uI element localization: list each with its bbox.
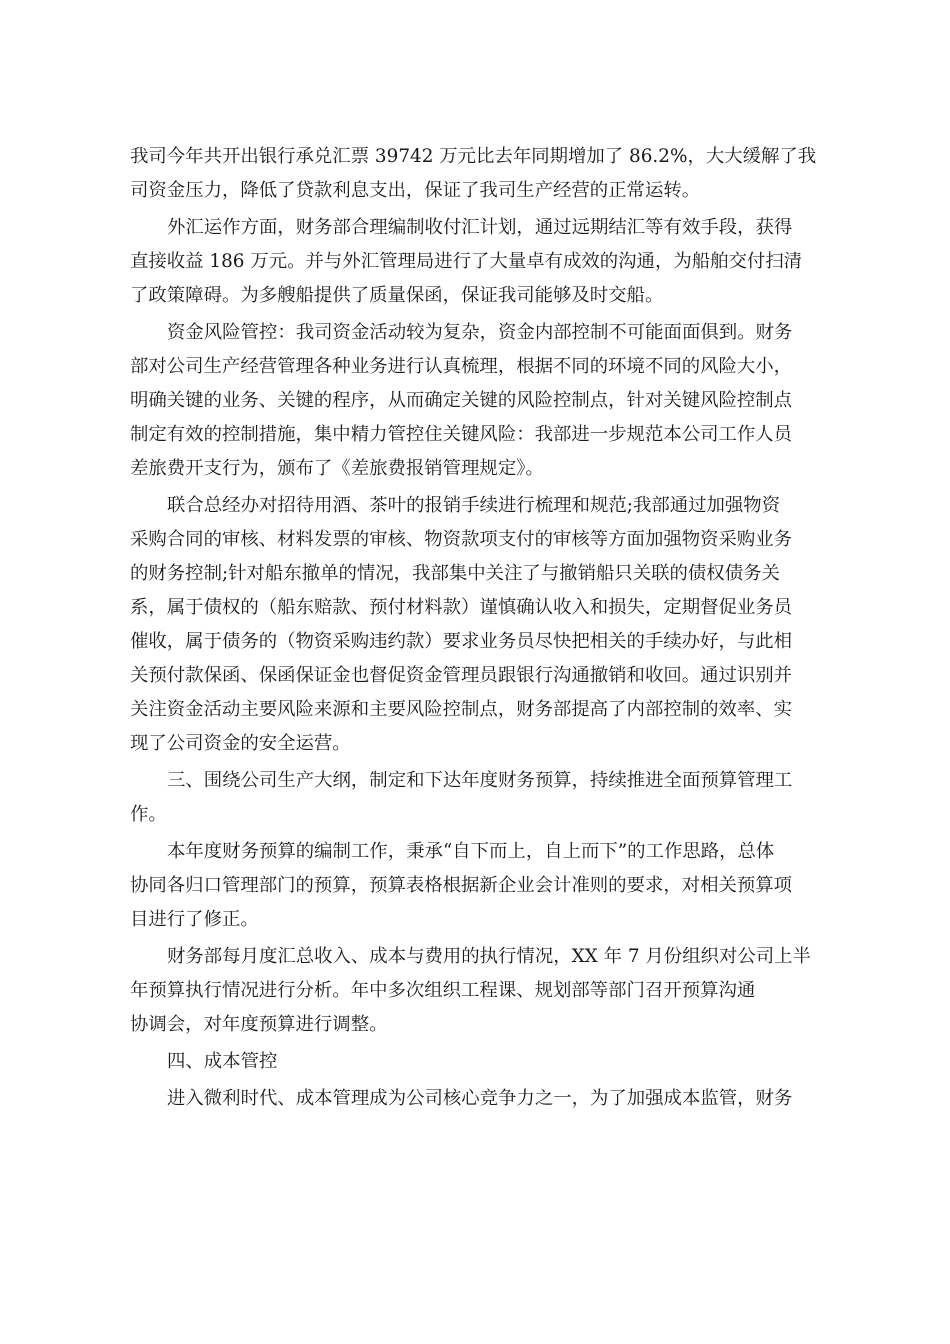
text-line: 三、围绕公司生产大纲，制定和下达年度财务预算，持续推进全面预算管理工	[167, 770, 793, 791]
text-line: 目进行了修正。	[130, 909, 259, 930]
text-line: 外汇运作方面，财务部合理编制收付汇计划，通过远期结汇等有效手段，获得	[167, 217, 793, 238]
paragraph	[130, 835, 826, 937]
section-heading	[130, 1045, 826, 1079]
section-heading	[130, 764, 826, 832]
document-body	[130, 140, 826, 1116]
text-line: 年预算执行情况进行分析。年中多次组织工程课、规划部等部门召开预算沟通	[130, 980, 756, 1001]
paragraph	[130, 211, 826, 313]
text-line: 的财务控制;针对船东撤单的情况，我部集中关注了与撤销船只关联的债权债务关	[130, 563, 780, 584]
text-line: 关注资金活动主要风险来源和主要风险控制点，财务部提高了内部控制的效率、实	[130, 699, 793, 720]
text-line: 资金风险管控：我司资金活动较为复杂，资金内部控制不可能面面俱到。财务	[167, 322, 793, 343]
text-line: 了政策障碍。为多艘船提供了质量保函，保证我司能够及时交船。	[130, 285, 664, 306]
text-line: 我司今年共开出银行承兑汇票 39742 万元比去年同期增加了 86.2%，大大缓解了我	[130, 146, 817, 167]
text-line: 部对公司生产经营管理各种业务进行认真梳理，根据不同的环境不同的风险大小，	[130, 356, 793, 377]
text-line: 进入微利时代、成本管理成为公司核心竞争力之一，为了加强成本监管，财务	[167, 1088, 793, 1109]
text-line: 现了公司资金的安全运营。	[130, 733, 351, 754]
text-line: 制定有效的控制措施，集中精力管控住关键风险：我部进一步规范本公司工作人员	[130, 424, 793, 445]
text-line: 作。	[130, 804, 167, 825]
text-line: 差旅费开支行为，颁布了《差旅费报销管理规定》。	[130, 458, 544, 479]
paragraph	[130, 1082, 826, 1116]
text-line: 司资金压力，降低了贷款利息支出，保证了我司生产经营的正常运转。	[130, 180, 701, 201]
text-line: 联合总经办对招待用酒、茶叶的报销手续进行梳理和规范;我部通过加强物资	[167, 495, 781, 516]
text-line: 协调会，对年度预算进行调整。	[130, 1014, 388, 1035]
text-line: 直接收益 186 万元。并与外汇管理局进行了大量卓有成效的沟通，为船舶交付扫清	[130, 251, 803, 272]
text-line: 协同各归口管理部门的预算，预算表格根据新企业会计准则的要求，对相关预算项	[130, 875, 793, 896]
text-line: 明确关键的业务、关键的程序，从而确定关键的风险控制点，针对关键风险控制点	[130, 390, 793, 411]
paragraph	[130, 316, 826, 486]
paragraph	[130, 940, 826, 1042]
text-line: 关预付款保函、保函保证金也督促资金管理员跟银行沟通撤销和收回。通过识别并	[130, 665, 793, 686]
text-line: 本年度财务预算的编制工作，秉承“自下而上，自上而下”的工作思路，总体	[167, 841, 775, 862]
text-line: 系，属于债权的（船东赔款、预付材料款）谨慎确认收入和损失，定期督促业务员	[130, 597, 793, 618]
paragraph	[130, 489, 826, 761]
text-line: 采购合同的审核、材料发票的审核、物资款项支付的审核等方面加强物资采购业务	[130, 529, 793, 550]
text-line: 催收，属于债务的（物资采购违约款）要求业务员尽快把相关的手续办好，与此相	[130, 631, 793, 652]
text-line: 四、成本管控	[167, 1051, 278, 1072]
paragraph	[130, 140, 826, 208]
text-line: 财务部每月度汇总收入、成本与费用的执行情况，XX 年 7 月份组织对公司上半	[167, 946, 811, 967]
